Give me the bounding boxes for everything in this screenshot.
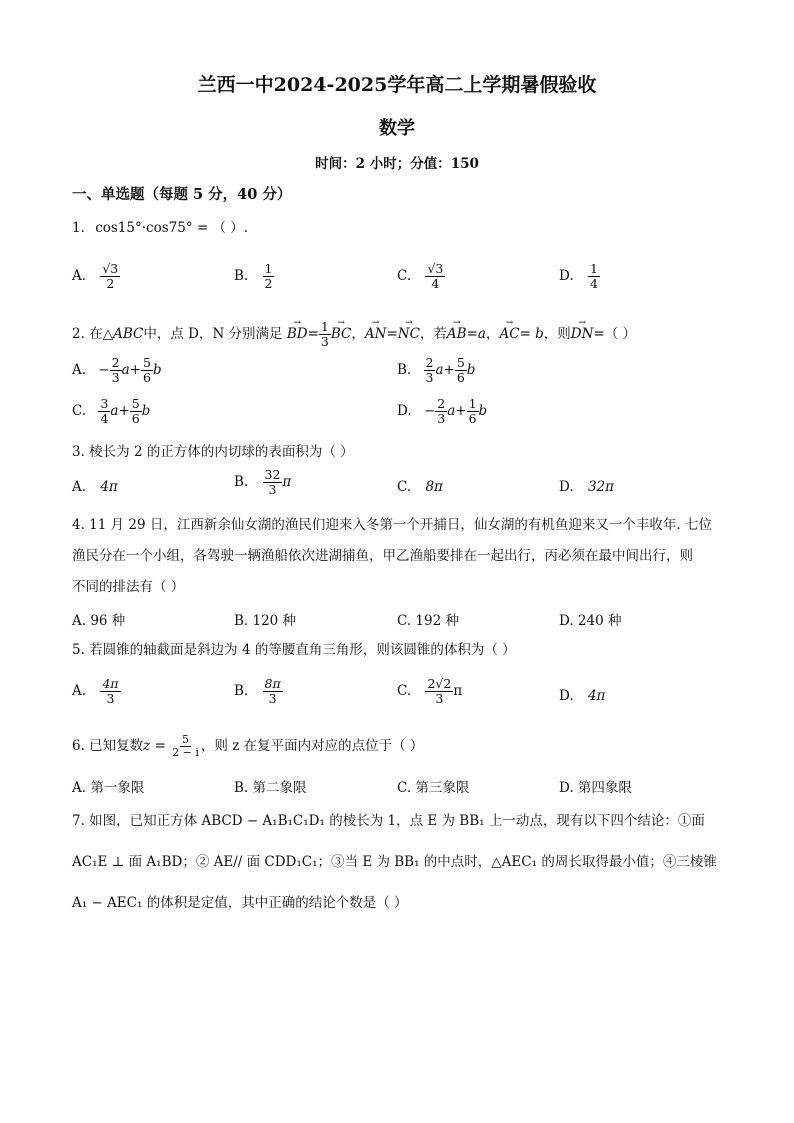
q4-option-a[interactable]: A. 96 种 (72, 613, 126, 629)
question-3: 3. 棱长为 2 的正方体的内切球的表面积为（ ） (72, 444, 354, 460)
question-4-line-2: 渔民分在一个小组，各驾驶一辆渔船依次进湖捕鱼，甲乙渔船要排在一起出行，丙必须在最中间出行，则 (72, 548, 693, 564)
q1-expression: cos15°·cos75° = (95, 220, 209, 236)
vector-dn: → DN (571, 324, 594, 344)
question-1 (72, 218, 248, 238)
q6-option-d[interactable]: D. 第四象限 (559, 780, 632, 796)
q6-option-b[interactable]: B. 第二象限 (234, 780, 307, 796)
q3-option-b[interactable]: B. $\frac{32}{3}$ π (234, 467, 292, 497)
q6-option-a[interactable]: A. 第一象限 (72, 780, 145, 796)
question-7-line-3: A₁ − AEC₁ 的体积是定值，其中正确的结论个数是（ ） (72, 895, 408, 911)
q1-option-a[interactable]: A. $\frac{√3}{2}$ (72, 261, 119, 291)
vector-ac: → AC (499, 324, 519, 344)
question-4-line-3: 不同的排法有（ ） (72, 579, 185, 595)
q6-option-c[interactable]: C. 第三象限 (397, 780, 470, 796)
q5-option-b[interactable]: B. $\frac{8\pi}{3}$ (234, 676, 281, 706)
vector-an: → AN (365, 324, 387, 344)
q2-option-d[interactable]: D. − $\frac{2}{3}$ a+ $\frac{1}{6}$ b (397, 396, 488, 426)
question-4-line-1: 4. 11 月 29 日，江西新余仙女湖的渔民们迎来入冬第一个开捕日，仙女湖的有机鱼迎来又一个丰收年. 七位 (72, 517, 712, 533)
vector-bd: → BD (287, 324, 308, 344)
q5-option-c[interactable]: C. $\frac{2√2}{3}$ π (397, 676, 463, 706)
q3-option-c[interactable]: C. 8π (397, 479, 443, 495)
q5-option-a[interactable]: A. $\frac{4\pi}{3}$ (72, 676, 119, 706)
q2-option-b[interactable]: B. $\frac{2}{3}$ a+ $\frac{5}{6}$ b (397, 355, 476, 385)
q5-option-d[interactable]: D. 4π (559, 688, 606, 704)
q4-option-d[interactable]: D. 240 种 (559, 613, 622, 629)
exam-meta: 时间：2 小时；分值：150 (315, 156, 479, 172)
q3-option-d[interactable]: D. 32π (559, 479, 614, 495)
question-7-line-2: AC₁E ⊥ 面 A₁BD；② AE// 面 CDD₁C₁；③当 E 为 BB₁ 的中点时，△AEC₁ 的周长取得最小值；④三棱锥 (72, 854, 717, 870)
question-7-line-1: 7. 如图，已知正方体 ABCD − A₁B₁C₁D₁ 的棱长为 1，点 E 为 BB₁ 上一动点，现有以下四个结论：①面 (72, 813, 705, 829)
q4-option-c[interactable]: C. 192 种 (397, 613, 459, 629)
q2-option-c[interactable]: C. $\frac{3}{4}$ a+ $\frac{5}{6}$ b (72, 396, 151, 426)
q1-number: 1. (72, 220, 85, 236)
q3-option-a[interactable]: A. 4π (72, 479, 118, 495)
q1-option-b[interactable]: B. $\frac{1}{2}$ (234, 261, 273, 291)
question-5: 5. 若圆锥的轴截面是斜边为 4 的等腰直角三角形，则该圆锥的体积为（ ） (72, 642, 516, 658)
q2-option-a[interactable]: A. − $\frac{2}{3}$ a+ $\frac{5}{6}$ b (72, 355, 162, 385)
q1-option-c[interactable]: C. $\frac{√3}{4}$ (397, 261, 444, 291)
subject-title: 数学 (379, 118, 415, 139)
vector-nc: → NC (398, 324, 420, 344)
exam-title: 兰西一中2024-2025学年高二上学期暑假验收 (197, 74, 597, 96)
vector-ab: → AB (447, 324, 467, 344)
q1-tail: （ ）. (212, 220, 249, 236)
section-heading: 一、单选题（每题 5 分，40 分） (72, 186, 292, 203)
question-6: 6. 已知复数z = $\frac{5}{2 - i}$ ，则 z 在复平面内对应的点位于（ ） (72, 733, 424, 759)
q4-option-b[interactable]: B. 120 种 (234, 613, 297, 629)
q1-option-d[interactable]: D. $\frac{1}{4}$ (559, 261, 598, 291)
question-2: 2. 在△ABC中，点 D，N 分别满足 → BD= $\frac{1}{3}$ → BC，→ AN=→ NC，若→ AB=a，→ AC= b，则→ DN=（ ） (72, 320, 636, 349)
vector-bc: → BC (331, 324, 352, 344)
